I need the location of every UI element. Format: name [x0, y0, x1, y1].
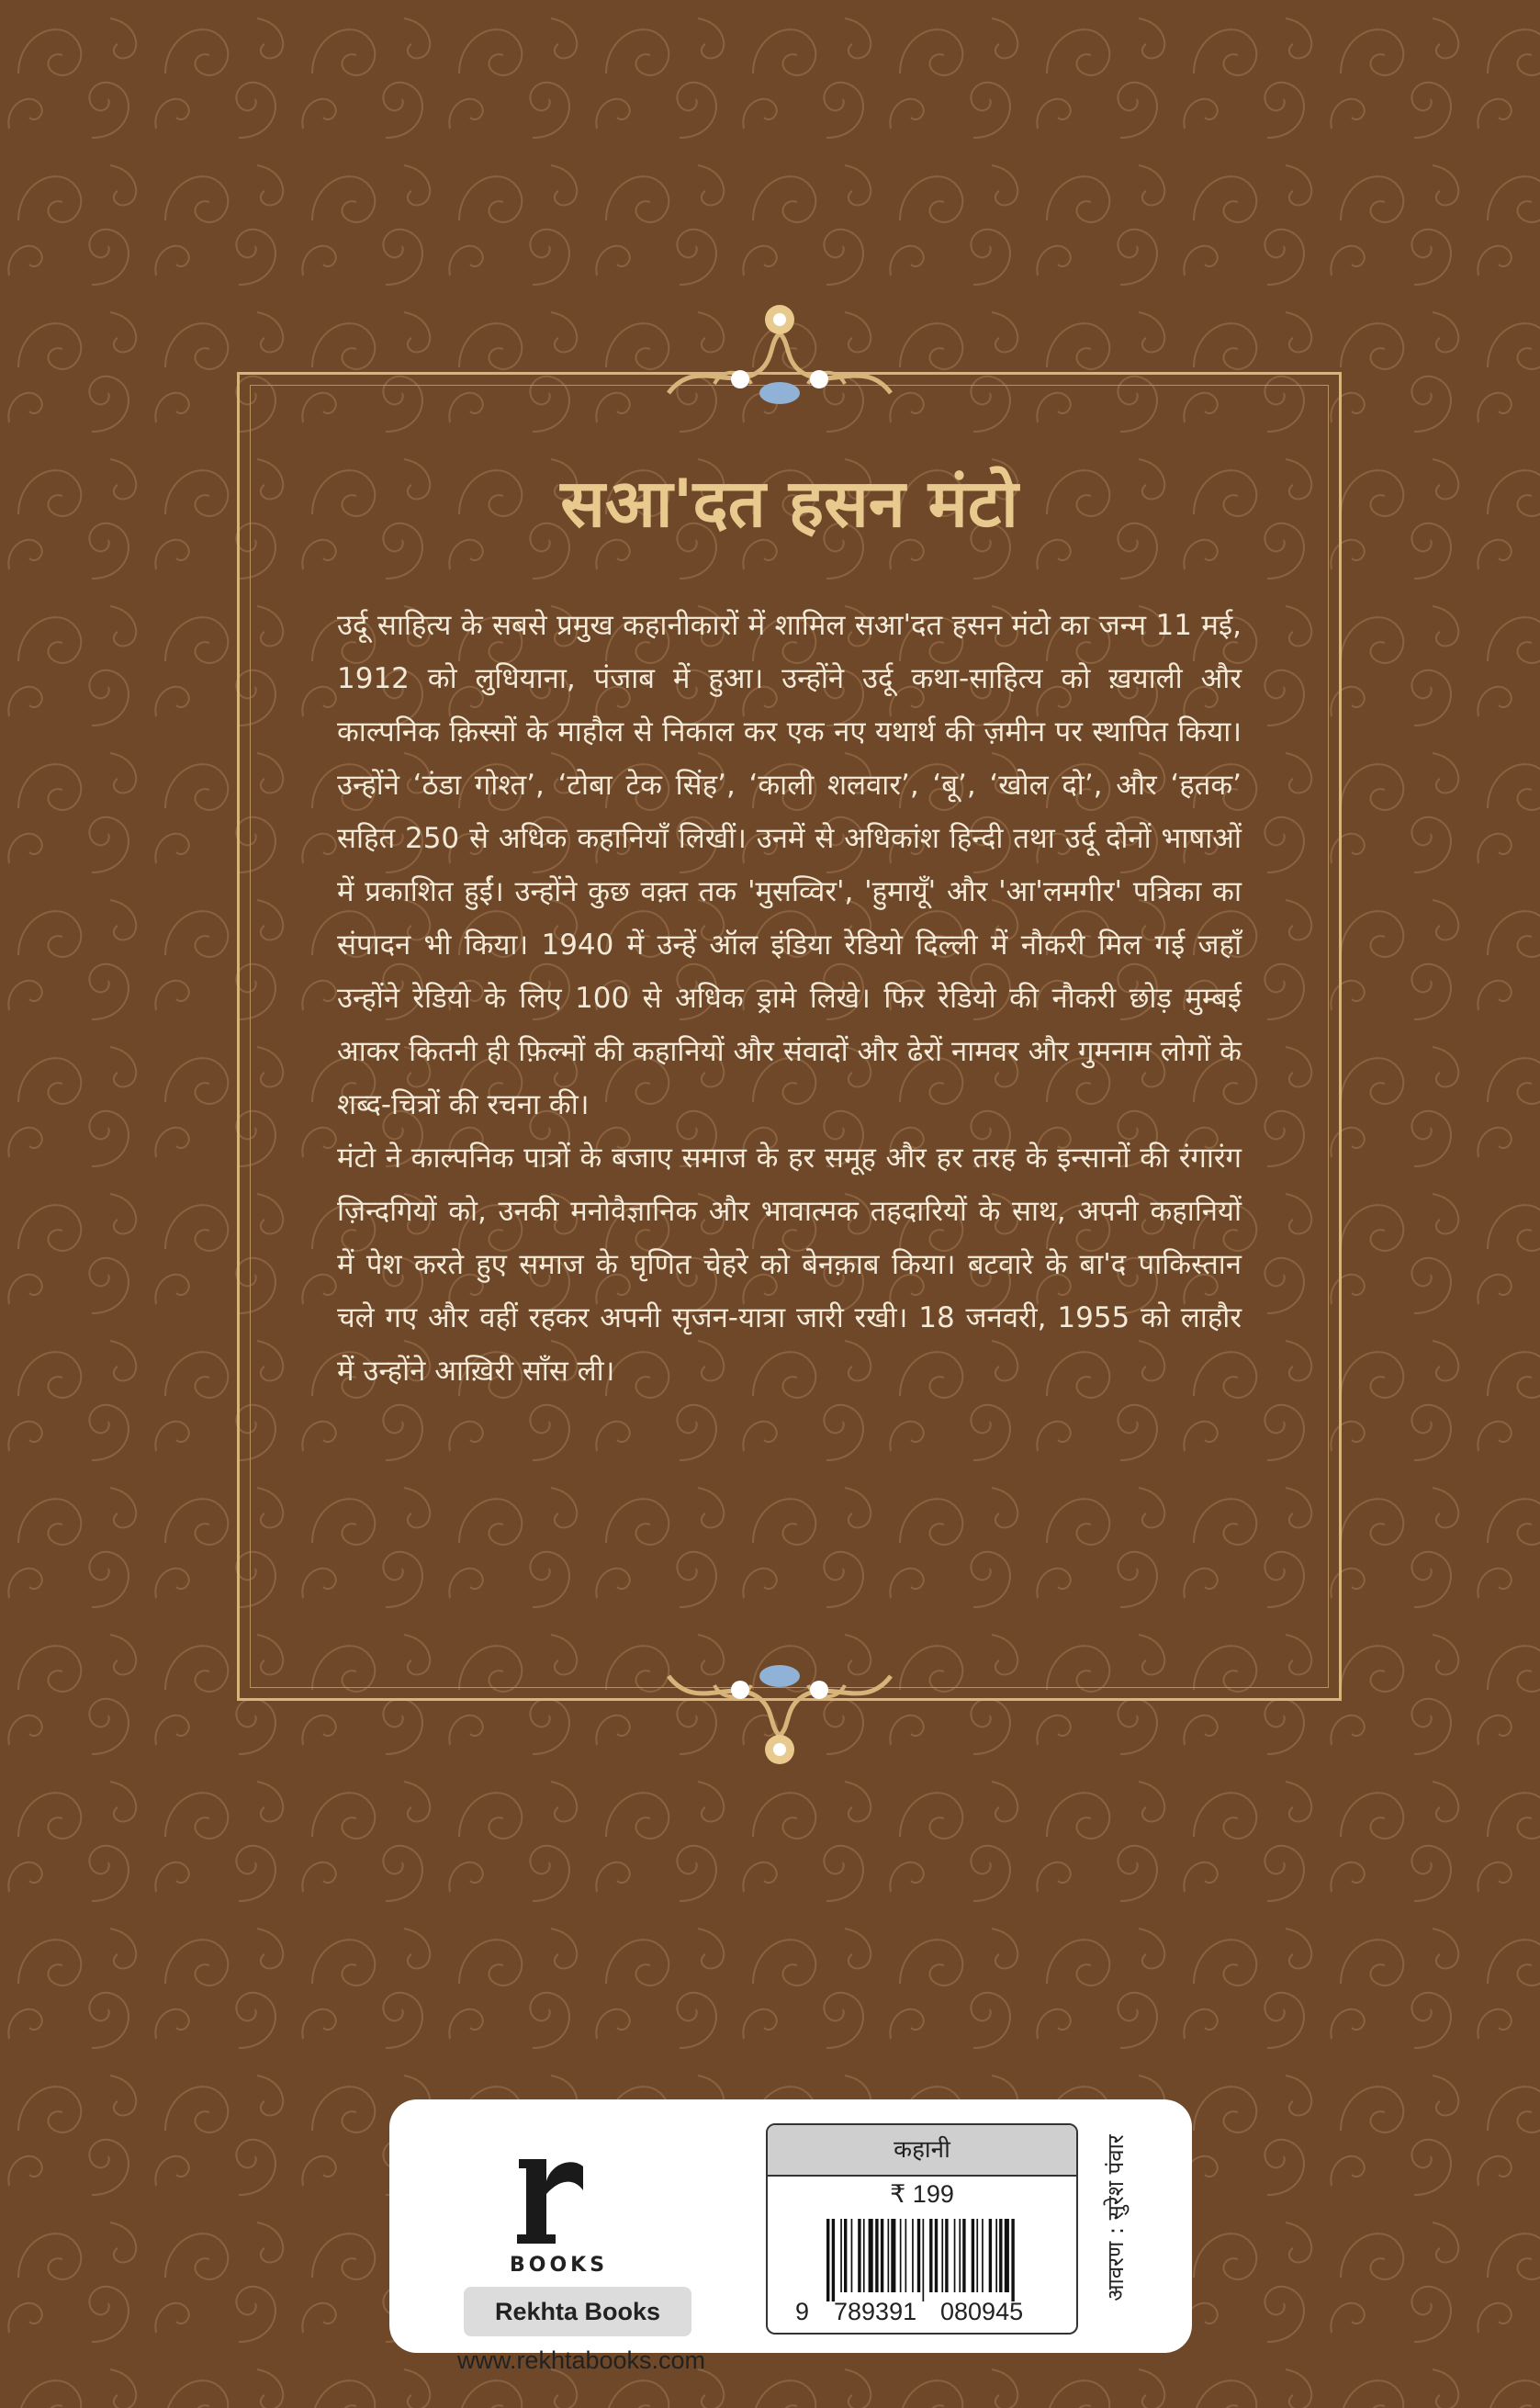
bio-paragraph-2: मंटो ने काल्पनिक पात्रों के बजाए समाज के हर समूह और हर तरह के इन्सानों की रंगारंग ज़िन्दगियों को, उनकी मनोवैज्ञानिक और भावात्मक तहदारियों के साथ, अपनी कहानियों में पेश करते हुए समाज के घृणित चेहरे को बेनक़ाब किया। बटवारे के बा'द पाकिस्तान चले गए और वहीं रहकर अपनी सृजन-यात्रा जारी रखी। 18 जनवरी, 1955 को लाहौर में उन्होंने आख़िरी साँस ली। [337, 1142, 1242, 1388]
barcode-bar [929, 2219, 932, 2292]
barcode-bar [1011, 2219, 1014, 2301]
isbn-last-digits: 080945 [940, 2298, 1024, 2325]
barcode-bar [826, 2219, 829, 2301]
isbn-barcode [825, 2219, 1051, 2301]
barcode-bar [982, 2219, 984, 2292]
publisher-name: Rekhta Books [464, 2287, 691, 2336]
barcode-bar [989, 2219, 992, 2292]
barcode-bar [869, 2219, 873, 2292]
barcode-bar [851, 2219, 853, 2292]
barcode-bar [962, 2219, 965, 2292]
genre-label: कहानी [768, 2125, 1076, 2177]
isbn-first-digit: 9 [795, 2298, 810, 2325]
barcode-bar [959, 2219, 961, 2292]
barcode-bar [1005, 2219, 1009, 2292]
barcode-bar [840, 2219, 842, 2292]
barcode-bar [832, 2219, 835, 2301]
author-title: सआ'दत हसन मंटो [560, 464, 1018, 542]
barcode-bar [976, 2219, 978, 2292]
cover-credit: आवरण : सुरेश पंवार [1103, 2134, 1129, 2301]
barcode-bar [888, 2219, 890, 2292]
publisher-url: www.rekhtabooks.com [456, 2346, 706, 2374]
barcode-bar [863, 2219, 865, 2292]
author-biography [337, 599, 1242, 1398]
barcode-bar [935, 2219, 938, 2292]
barcode-bar [972, 2219, 974, 2292]
barcode-bar [912, 2219, 914, 2292]
isbn-middle-digits: 789391 [834, 2298, 917, 2325]
floral-ornament-top [659, 292, 900, 411]
barcode-bar [905, 2219, 907, 2292]
imprint-label: BOOKS [510, 2254, 609, 2277]
barcode-bar [923, 2219, 925, 2301]
barcode-bar [945, 2219, 948, 2292]
price-label: ₹ 199 [890, 2180, 954, 2208]
barcode-bar [999, 2219, 1002, 2292]
bio-paragraph-1: उर्दू साहित्य के सबसे प्रमुख कहानीकारों में शामिल सआ'दत हसन मंटो का जन्म 11 मई, 1912 को लुधियाना, पंजाब में हुआ। उन्होंने उर्दू कथा-साहित्य को ख़याली और काल्पनिक क़िस्सों के माहौल से निकाल कर एक नए यथार्थ की ज़मीन पर स्थापित किया। उन्होंने ‘ठंडा गोश्त’, ‘टोबा टेक सिंह’, ‘काली शलवार’, ‘बू’, ‘खोल दो’, और ‘हतक’ सहित 250 से अधिक कहानियाँ लिखीं। उनमें से अधिकांश हिन्दी तथा उर्दू दोनों भाषाओं में प्रकाशित हुईं। उन्होंने कुछ वक़्त तक 'मुसव्विर', 'हुमायूँ' और 'आ'लमगीर' पत्रिका का संपादन भी किया। 1940 में उन्हें ऑल इंडिया रेडियो दिल्ली में नौकरी मिल गई जहाँ उन्होंने रेडियो के लिए 100 से अधिक ड्रामे लिखे। फिर रेडियो की नौकरी छोड़ मुम्बई आकर कितनी ही फ़िल्मों की कहानियों और संवादों और ढेरों नामवर और गुमनाम लोगों के शब्द-चित्रों की रचना की। [337, 609, 1242, 1121]
barcode-bar [941, 2219, 943, 2292]
barcode-bar [891, 2219, 895, 2292]
barcode-bar [917, 2219, 920, 2292]
barcode-bar [954, 2219, 956, 2292]
rekhta-logo-icon [515, 2154, 585, 2244]
barcode-bar [875, 2219, 878, 2292]
barcode-bar [881, 2219, 883, 2292]
barcode-bar [858, 2219, 860, 2292]
barcode-bar [995, 2219, 997, 2292]
barcode-label [766, 2123, 1078, 2335]
barcode-bar [900, 2219, 902, 2292]
floral-ornament-bottom [659, 1658, 900, 1777]
barcode-bar [844, 2219, 847, 2292]
